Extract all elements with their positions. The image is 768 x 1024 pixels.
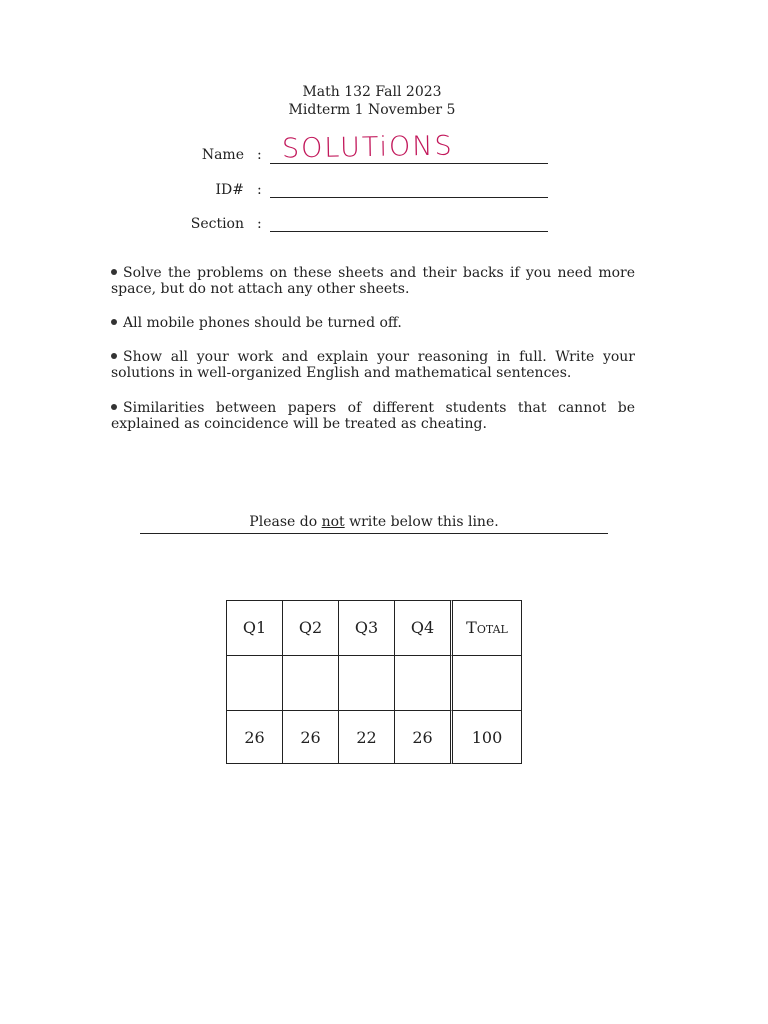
score-cell-total[interactable] bbox=[450, 655, 522, 708]
max-cell-q3: 22 bbox=[338, 710, 394, 764]
name-label: Name bbox=[201, 147, 244, 163]
name-handwritten-value: SOLUTiONS bbox=[281, 130, 454, 165]
id-label: ID# bbox=[215, 182, 244, 198]
max-cell-total: 100 bbox=[450, 710, 522, 764]
header-cell-q3: Q3 bbox=[338, 600, 394, 653]
section-field[interactable] bbox=[270, 231, 548, 232]
bullet-icon bbox=[111, 353, 117, 359]
exam-course-title: Math 132 Fall 2023 bbox=[302, 84, 442, 100]
bullet-icon bbox=[111, 404, 117, 410]
divider-line bbox=[140, 533, 608, 534]
name-field[interactable] bbox=[270, 163, 548, 164]
score-cell-q1[interactable] bbox=[226, 655, 282, 708]
score-cell-q3[interactable] bbox=[338, 655, 394, 708]
grade-table bbox=[226, 600, 522, 764]
grade-table-header-row bbox=[226, 600, 522, 653]
header-cell-total: Total bbox=[450, 600, 522, 653]
do-not-write-notice: Please do not write below this line. bbox=[249, 514, 499, 530]
instruction-item: Similarities between papers of different students that cannot be explained as coincidence will be treated as cheating. bbox=[111, 400, 635, 432]
section-label: Section bbox=[190, 216, 244, 232]
score-cell-q2[interactable] bbox=[282, 655, 338, 708]
max-cell-q2: 26 bbox=[282, 710, 338, 764]
max-cell-q4: 26 bbox=[394, 710, 450, 764]
header-cell-q2: Q2 bbox=[282, 600, 338, 653]
instruction-item: Solve the problems on these sheets and their backs if you need more space, but do not attach any other sheets. bbox=[111, 265, 635, 297]
exam-subtitle: Midterm 1 November 5 bbox=[288, 102, 456, 118]
instruction-item: Show all your work and explain your reasoning in full. Write your solutions in well-organized English and mathematical sentences. bbox=[111, 349, 635, 381]
instruction-item: All mobile phones should be turned off. bbox=[111, 315, 635, 331]
name-colon: : bbox=[257, 147, 262, 163]
score-cell-q4[interactable] bbox=[394, 655, 450, 708]
id-colon: : bbox=[257, 182, 262, 198]
bullet-icon bbox=[111, 269, 117, 275]
grade-table-score-row bbox=[226, 655, 522, 708]
bullet-icon bbox=[111, 319, 117, 325]
id-field[interactable] bbox=[270, 197, 548, 198]
max-cell-q1: 26 bbox=[226, 710, 282, 764]
header-cell-q1: Q1 bbox=[226, 600, 282, 653]
grade-table-max-row bbox=[226, 710, 522, 764]
section-colon: : bbox=[257, 216, 262, 232]
header-cell-q4: Q4 bbox=[394, 600, 450, 653]
